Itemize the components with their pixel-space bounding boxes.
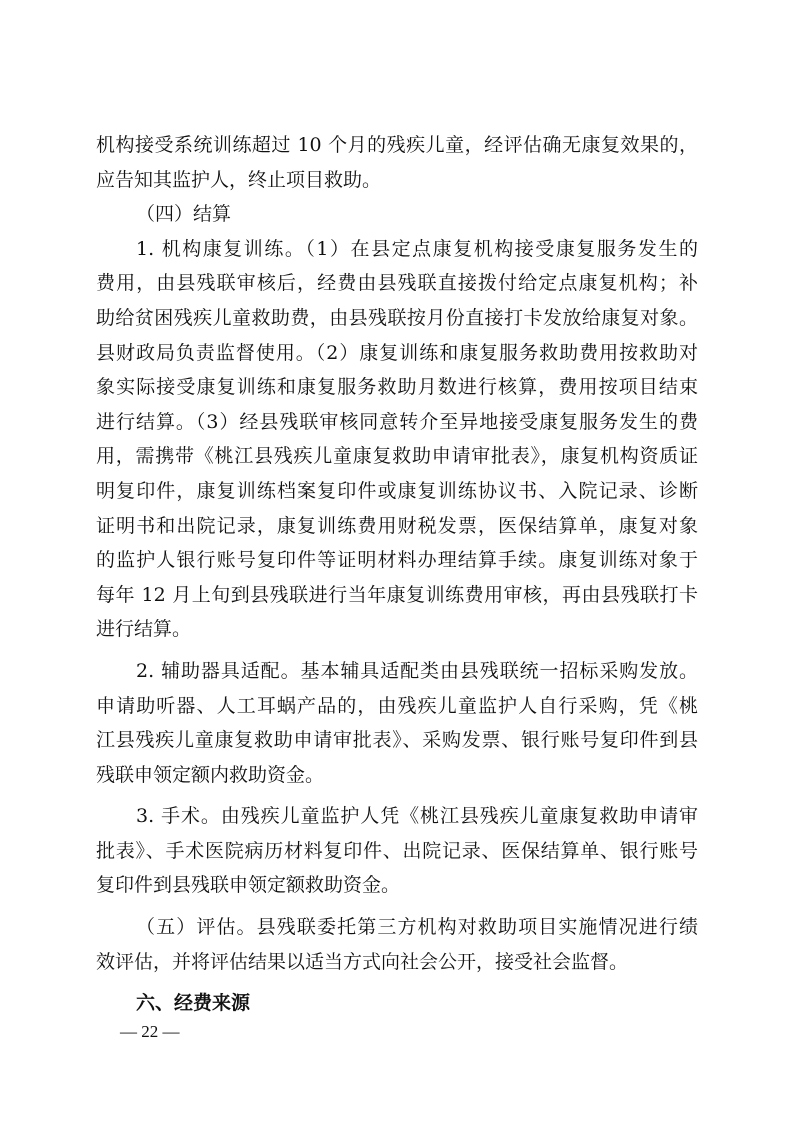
paragraph-gap bbox=[96, 903, 698, 910]
paragraph-line: 复印件到县残联申领定额救助资金。 bbox=[96, 874, 401, 897]
paragraph-line: 2. 辅助器具适配。基本辅具适配类由县残联统一招标采购发放。 bbox=[136, 659, 698, 682]
paragraph-line: （五）评估。县残联委托第三方机构对救助项目实施情况进行绩 bbox=[136, 916, 698, 939]
paragraph-gap bbox=[96, 792, 698, 799]
chapter-heading: 六、经费来源 bbox=[136, 992, 251, 1015]
paragraph-line: 象实际接受康复训练和康复服务救助月数进行核算，费用按项目结束 bbox=[96, 376, 698, 399]
paragraph-line: 县财政局负责监督使用。（2）康复训练和康复服务救助费用按救助对 bbox=[96, 341, 698, 364]
paragraph-line: 每年 12 月上旬到县残联进行当年康复训练费用审核，再由县残联打卡 bbox=[96, 583, 698, 606]
paragraph-line: 1. 机构康复训练。（1）在县定点康复机构接受康复服务发生的 bbox=[136, 237, 698, 260]
paragraph-line: 效评估，并将评估结果以适当方式向社会公开，接受社会监督。 bbox=[96, 950, 629, 973]
paragraph-line: 机构接受系统训练超过 10 个月的残疾儿童，经评估确无康复效果的， bbox=[96, 134, 698, 156]
paragraph-line: 进行结算。（3）经县残联审核同意转介至异地接受康复服务发生的费 bbox=[96, 410, 698, 433]
page-number: — 22 — bbox=[120, 1022, 180, 1041]
paragraph-line: 3. 手术。由残疾儿童监护人凭《桃江县残疾儿童康复救助申请审 bbox=[136, 805, 698, 828]
paragraph-line: 明复印件，康复训练档案复印件或康复训练协议书、入院记录、诊断 bbox=[96, 479, 698, 502]
paragraph-line: 进行结算。 bbox=[96, 618, 192, 641]
paragraph-line: 残联申领定额内救助资金。 bbox=[96, 763, 325, 786]
body-text bbox=[96, 128, 698, 1021]
paragraph-line: 的监护人银行账号复印件等证明材料办理结算手续。康复训练对象于 bbox=[96, 549, 698, 572]
paragraph-gap bbox=[96, 647, 698, 654]
paragraph-line: 费用，由县残联审核后，经费由县残联直接拨付给定点康复机构；补 bbox=[96, 272, 698, 295]
paragraph-gap bbox=[96, 979, 698, 986]
section-heading: （四）结算 bbox=[136, 203, 232, 226]
paragraph-line: 证明书和出院记录，康复训练费用财税发票，医保结算单，康复对象 bbox=[96, 514, 698, 537]
paragraph-line: 用，需携带《桃江县残疾儿童康复救助申请审批表》，康复机构资质证 bbox=[96, 445, 698, 468]
paragraph-line: 申请助听器、人工耳蜗产品的，由残疾儿童监护人自行采购，凭《桃 bbox=[96, 694, 698, 717]
paragraph-line: 应告知其监护人，终止项目救助。 bbox=[96, 168, 382, 191]
paragraph-line: 江县残疾儿童康复救助申请审批表》、采购发票、银行账号复印件到县 bbox=[96, 729, 698, 752]
paragraph-line: 批表》、手术医院病历材料复印件、出院记录、医保结算单、银行账号 bbox=[96, 839, 698, 862]
paragraph-line: 助给贫困残疾儿童救助费，由县残联按月份直接打卡发放给康复对象。 bbox=[96, 306, 698, 329]
